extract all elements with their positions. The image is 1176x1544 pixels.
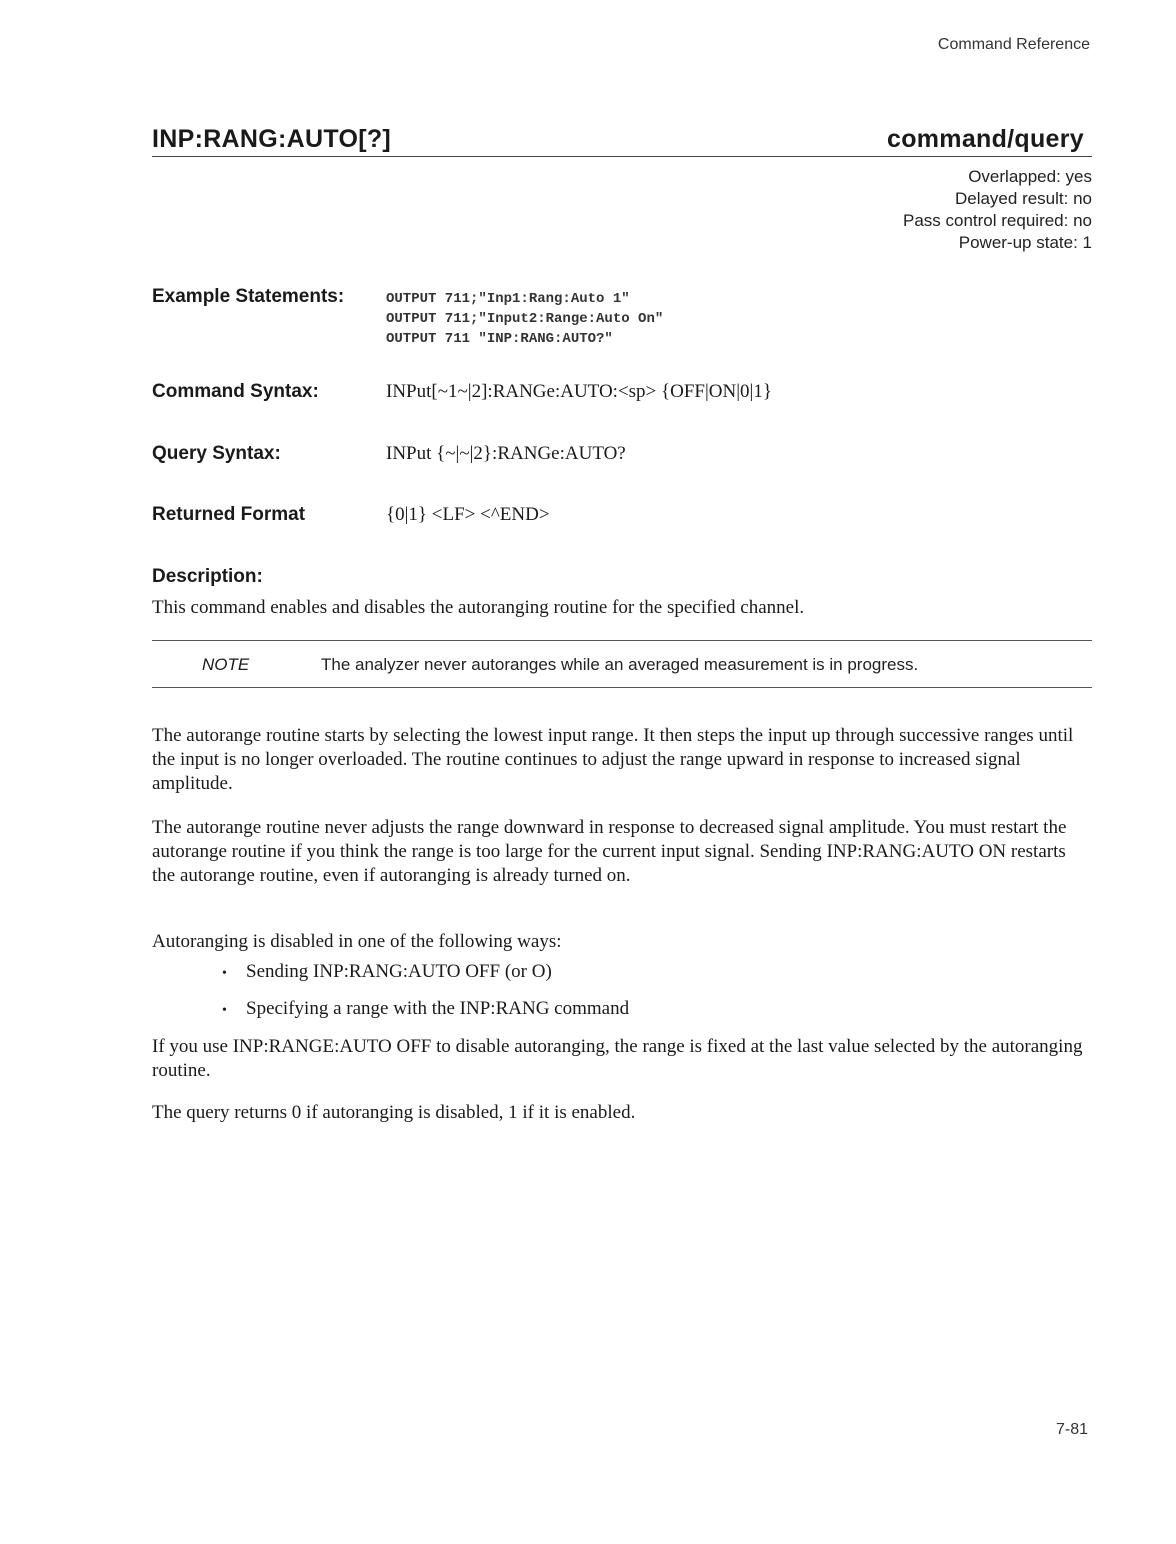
property-overlapped: Overlapped: yes (968, 167, 1092, 186)
paragraph-fixed-range: If you use INP:RANGE:AUTO OFF to disable autoranging, the range is fixed at the last value selected by the autoranging routine. (152, 1036, 1083, 1081)
note-text: The analyzer never autoranges while an averaged measurement is in progress. (321, 655, 919, 674)
command-title: INP:RANG:AUTO[?] (152, 125, 392, 153)
command-properties (903, 166, 1092, 254)
query-syntax-label: Query Syntax: (152, 443, 281, 464)
note-label: NOTE (202, 655, 250, 674)
note-bottom-rule (152, 687, 1092, 688)
paragraph-autorange-start: The autorange routine starts by selecting the lowest input range. It then steps the input up through successive ranges until the input is no longer overloaded. The routine continues to adjust the range upward in response to increased signal amplitude. (152, 725, 1074, 794)
query-syntax-value: INPut {~|~|2}:RANGe:AUTO? (386, 443, 626, 464)
example-statements-label: Example Statements: (152, 286, 345, 307)
property-power-up-state: Power-up state: 1 (958, 233, 1092, 252)
running-header: Command Reference (937, 36, 1090, 53)
bullet-icon: • (222, 1003, 227, 1018)
returned-format-label: Returned Format (152, 504, 306, 525)
title-row (152, 120, 1092, 157)
note-top-rule (152, 640, 1092, 641)
example-line: OUTPUT 711 "INP:RANG:AUTO?" (386, 331, 613, 347)
property-pass-control: Pass control required: no (903, 211, 1092, 230)
command-syntax-label: Command Syntax: (152, 381, 319, 402)
list-item-text: Specifying a range with the INP:RANG command (246, 998, 630, 1019)
command-syntax-value: INPut[~1~|2]:RANGe:AUTO:<sp> {OFF|ON|0|1} (386, 381, 772, 402)
list-item (222, 961, 629, 998)
page-number: 7-81 (1055, 1421, 1088, 1438)
list-item (222, 998, 629, 1035)
disable-methods-list (222, 961, 629, 1035)
list-item-text: Sending INP:RANG:AUTO OFF (or O) (246, 961, 552, 982)
example-line: OUTPUT 711;"Input2:Range:Auto On" (386, 311, 664, 327)
command-type: command/query (886, 125, 1084, 153)
property-delayed-result: Delayed result: no (954, 189, 1092, 208)
description-intro: This command enables and disables the autoranging routine for the specified channel. (152, 597, 805, 618)
returned-format-value: {0|1} <LF> <^END> (386, 504, 550, 525)
bullet-icon: • (222, 966, 227, 981)
paragraph-query-return: The query returns 0 if autoranging is disabled, 1 if it is enabled. (152, 1102, 636, 1123)
paragraph-disable-intro: Autoranging is disabled in one of the following ways: (152, 931, 562, 952)
example-statements (386, 289, 663, 349)
paragraph-autorange-restart: The autorange routine never adjusts the range downward in response to decreased signal amplitude. You must restart the autorange routine if you think the range is too large for the current input signal. Sending INP:RANG:AUTO ON restarts the autorange routine, even if autoranging is already turned on. (152, 817, 1067, 886)
example-line: OUTPUT 711;"Inp1:Rang:Auto 1" (386, 291, 630, 307)
description-heading: Description: (152, 566, 263, 587)
